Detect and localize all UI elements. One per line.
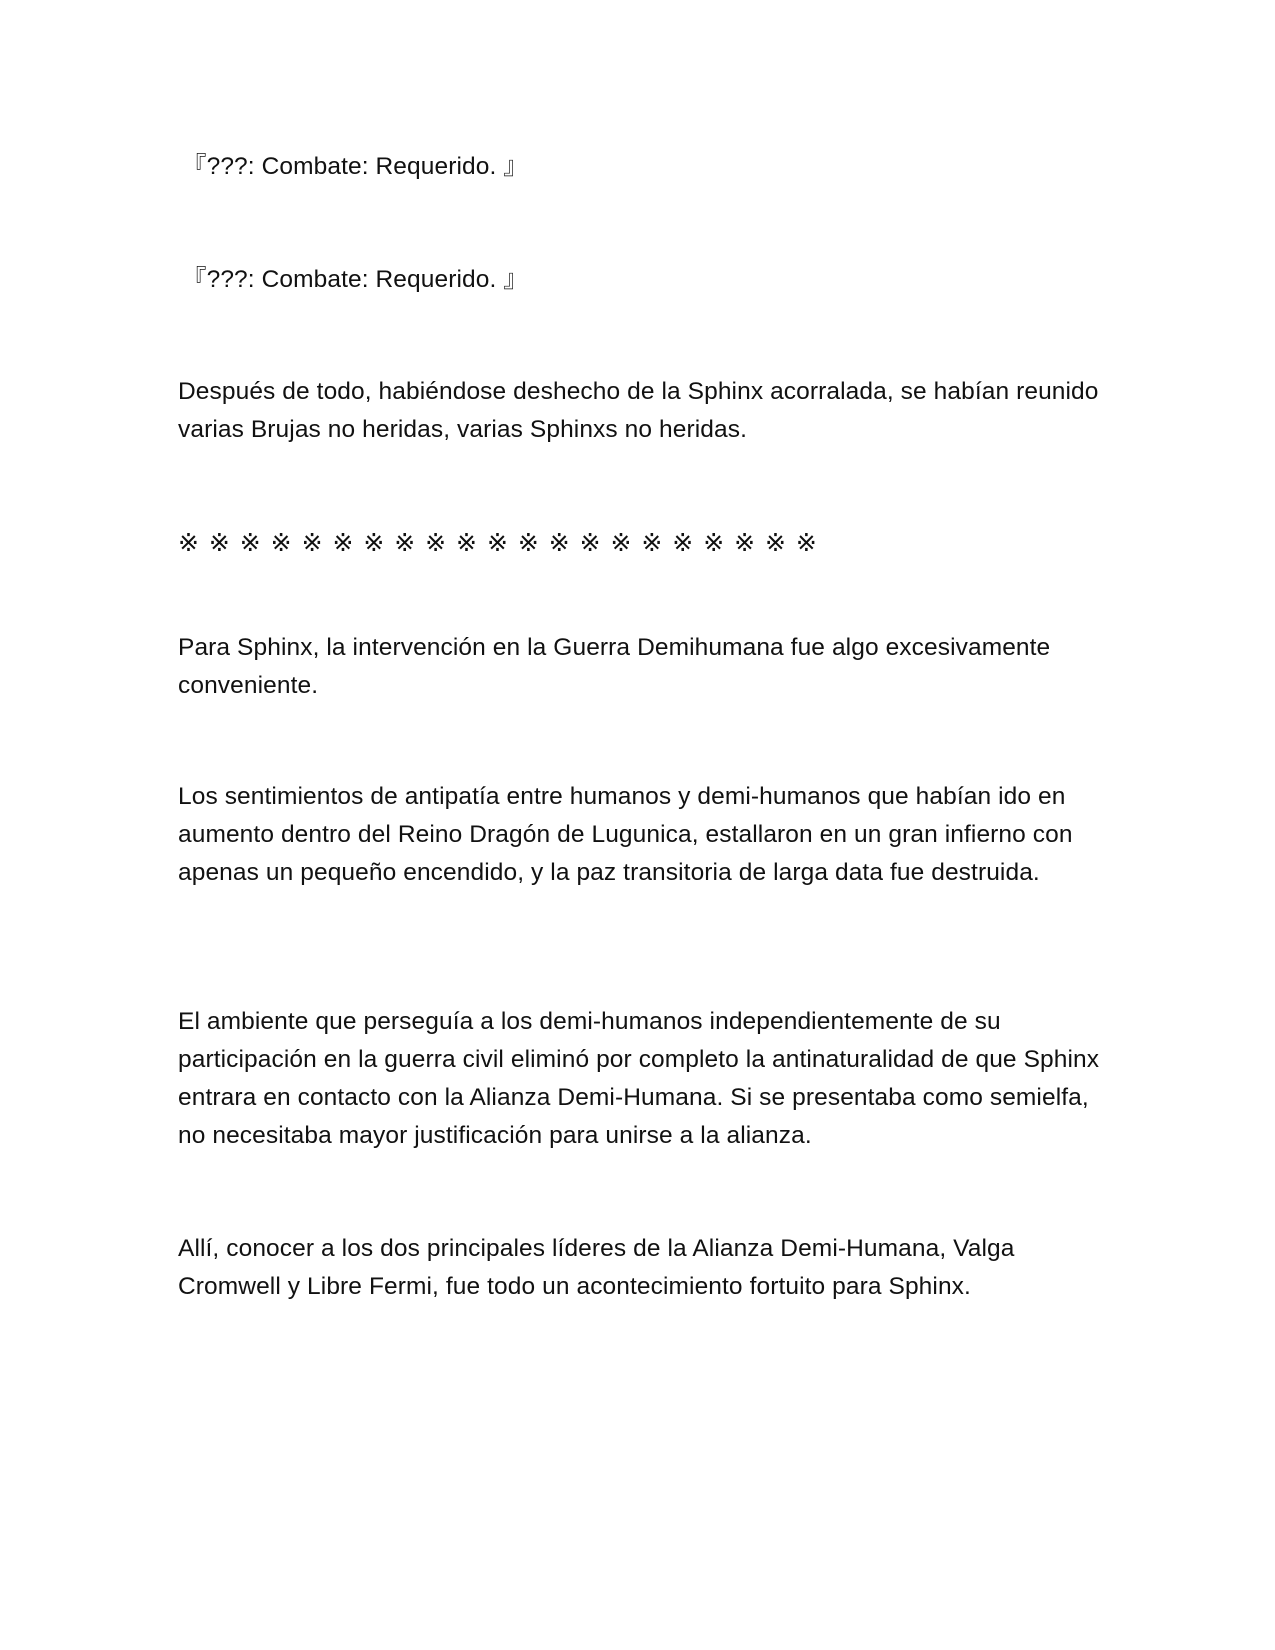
paragraph-2: Para Sphinx, la intervención en la Guerra Demihumana fue algo excesivamente conveniente.	[178, 634, 1051, 699]
paragraph-3: Los sentimientos de antipatía entre humanos y demi-humanos que habían ido en aumento dentro del Reino Dragón de Lugunica, estallaron en un gran infierno con apenas un pequeño encendido, y la paz transitoria de larga data fue destruida.	[178, 783, 1073, 886]
paragraph-4: El ambiente que perseguía a los demi-humanos independientemente de su participación en la guerra civil eliminó por completo la antinaturalidad de que Sphinx entrara en contacto con la Alianza Demi-Humana. Si se presentaba como semielfa, no necesitaba mayor justificación para unirse a la alianza.	[178, 1008, 1100, 1149]
paragraph-5: Allí, conocer a los dos principales líderes de la Alianza Demi-Humana, Valga Cromwell y Libre Fermi, fue todo un acontecimiento fortuito para Sphinx.	[178, 1235, 1015, 1300]
scene-separator: ※ ※ ※ ※ ※ ※ ※ ※ ※ ※ ※ ※ ※ ※ ※ ※ ※ ※ ※ ※ ※	[178, 528, 817, 557]
dialogue-line-2: 『???: Combate: Requerido. 』	[182, 266, 528, 293]
paragraph-1: Después de todo, habiéndose deshecho de la Sphinx acorralada, se habían reunido varias Brujas no heridas, varias Sphinxs no heridas.	[178, 378, 1099, 443]
dialogue-line-1: 『???: Combate: Requerido. 』	[182, 153, 528, 180]
